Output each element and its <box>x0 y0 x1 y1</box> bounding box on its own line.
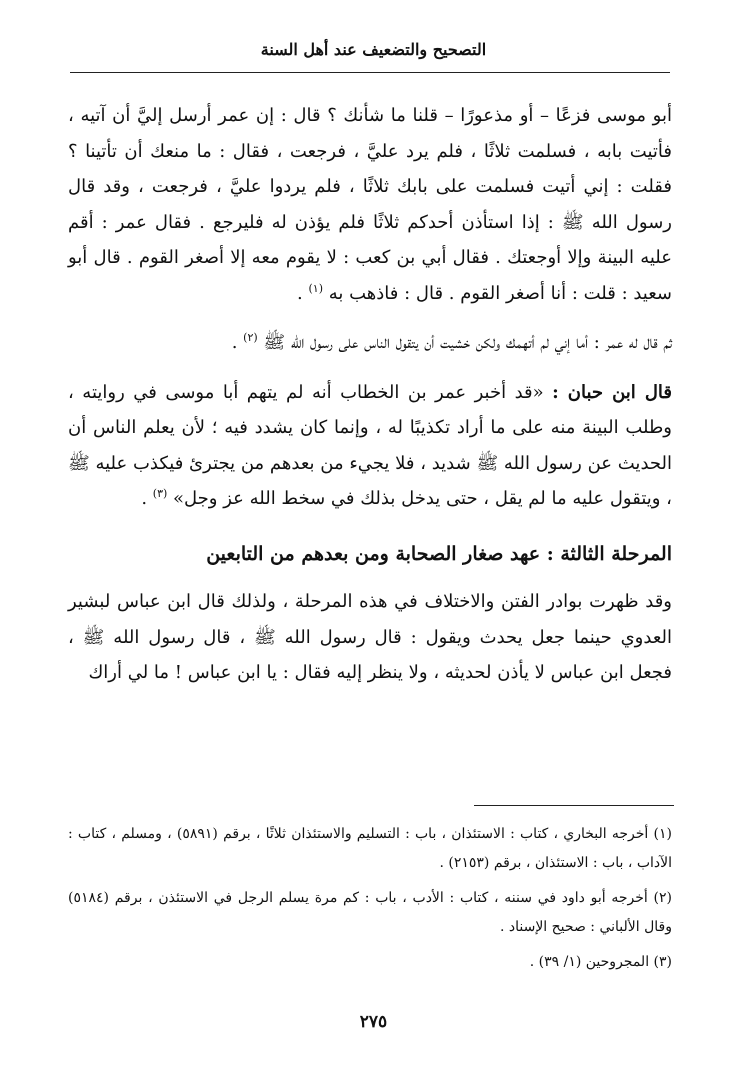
section-heading: المرحلة الثالثة : عهد صغار الصحابة ومن بعدهم من التابعين <box>206 542 672 565</box>
footnote-ref-1: (١) <box>308 281 323 295</box>
paragraph-2-tail: . <box>231 332 244 353</box>
running-header: التصحيح والتضعيف عند أهل السنة <box>260 40 487 59</box>
paragraph-2-text: ثم قال له عمر : أما إني لم أتهمك ولكن خشيت أن يتقول الناس على رسول الله ﷺ <box>263 332 672 353</box>
paragraph-3-tail: . <box>141 488 153 509</box>
paragraph-3 <box>68 375 672 517</box>
footnote-1: (١) أخرجه البخاري ، كتاب : الاستئذان ، باب : التسليم والاستئذان ثلاثًا ، برقم (٥٨٩١) ، ومسلم ، كتاب : الآداب ، باب : الاستئذان ، برقم (٢١٥٣) . <box>68 826 672 871</box>
footnote-3: (٣) المجروحين (١/ ٣٩) . <box>529 954 672 970</box>
paragraph-4-text: وقد ظهرت بوادر الفتن والاختلاف في هذه المرحلة ، ولذلك قال ابن عباس لبشير العدوي حينما جعل يحدث ويقول : قال رسول الله ﷺ ، قال رسول الله ﷺ ، فجعل ابن عباس لا يأذن لحديثه ، ولا ينظر إليه فقال : يا ابن عباس ! ما لي أراك <box>68 591 672 683</box>
main-text <box>68 98 672 691</box>
footnote-rule <box>474 805 674 806</box>
header-rule <box>70 72 670 73</box>
paragraph-1-text: أبو موسى فزعًا – أو مذعورًا – قلنا ما شأنك ؟ قال : إن عمر أرسل إليَّ أن آتيه ، فأتيت بابه ، فسلمت ثلاثًا ، فلم يرد عليَّ ، فرجعت ، فقال : ما منعك أن تأتينا ؟ فقلت : إني أتيت فسلمت على بابك ثلاثًا ، فلم يردوا عليَّ ، فرجعت ، وقد قال رسول الله ﷺ : إذا استأذن أحدكم ثلاثًا فلم يؤذن له فليرجع . فقال عمر : أقم عليه البينة وإلا أوجعتك . فقال أبي بن كعب : لا يقوم معه إلا أصغر القوم . قال أبو سعيد : قلت : أنا أصغر القوم . قال : فاذهب به <box>68 105 672 304</box>
paragraph-2 <box>68 325 672 361</box>
footnote-ref-2: (٢) <box>243 331 258 344</box>
paragraph-3-lead: قال ابن حبان : <box>552 381 672 403</box>
footnote-ref-3: (٣) <box>152 487 168 500</box>
footnote-2: (٢) أخرجه أبو داود في سننه ، كتاب : الأدب ، باب : كم مرة يسلم الرجل في الاستئذن ، برقم (٥١٨٤) وقال الألباني : صحيح الإسناد . <box>68 890 672 935</box>
paragraph-1-tail: . <box>297 282 309 304</box>
page-number: ٢٧٥ <box>359 1012 388 1032</box>
paragraph-4 <box>68 584 672 691</box>
paragraph-1 <box>68 98 672 311</box>
footnotes <box>68 820 672 983</box>
paragraph-3-text: «قد أخبر عمر بن الخطاب أنه لم يتهم أبا موسى في روايته ، وطلب البينة منه على ما أراد تكذيبًا له ، وإنما كان يشدد فيه ؛ لأن يعلم الناس أن الحديث عن رسول الله ﷺ شديد ، فلا يجيء من بعدهم من يجترئ فيكذب عليه ﷺ ، ويتقول عليه ما لم يقل ، حتى يدخل بذلك في سخط الله عز وجل» <box>67 381 672 509</box>
